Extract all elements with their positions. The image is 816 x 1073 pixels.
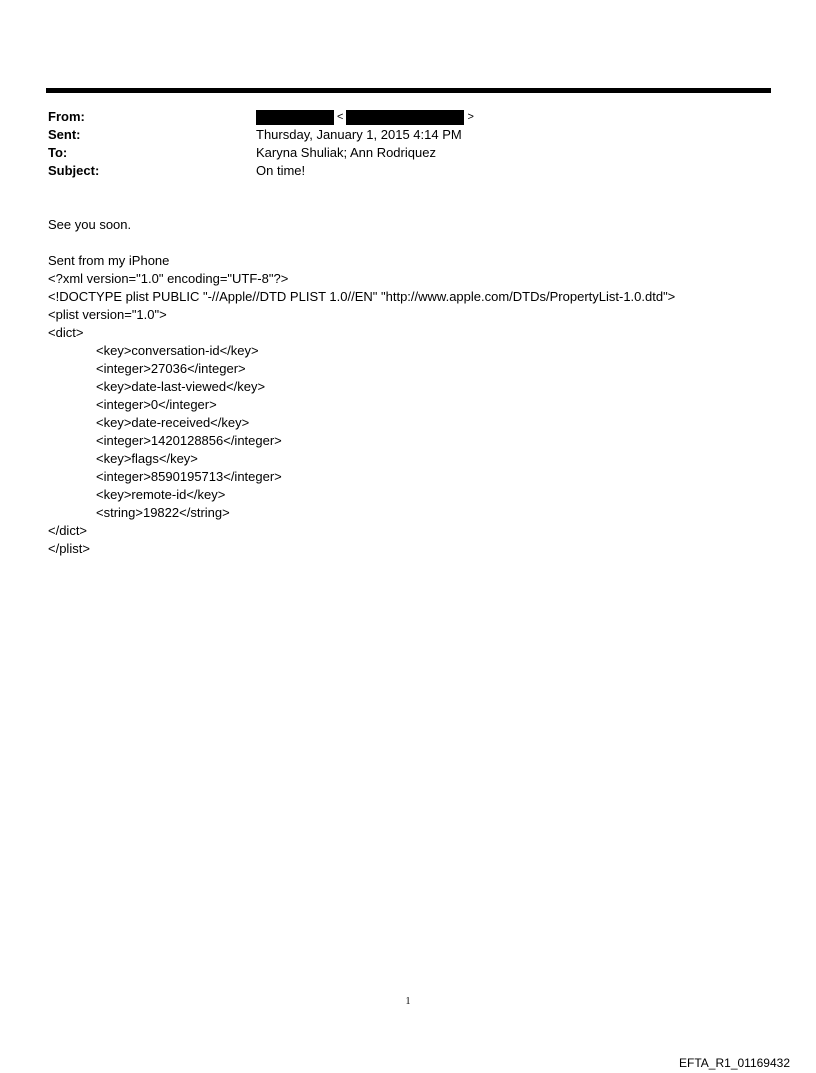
sent-row	[48, 126, 768, 144]
email-header	[48, 108, 768, 180]
to-row	[48, 144, 768, 162]
header-divider	[46, 88, 771, 93]
from-row	[48, 108, 768, 126]
xml-declaration-line: <?xml version="1.0" encoding="UTF-8"?>	[48, 271, 289, 286]
dict-entry-line: <integer>27036</integer>	[96, 361, 246, 376]
dict-entry-line: <key>remote-id</key>	[96, 487, 226, 502]
from-label: From:	[48, 109, 85, 124]
signature-line: Sent from my iPhone	[48, 253, 170, 268]
dict-entry-line: <key>flags</key>	[96, 451, 198, 466]
from-open-bracket: <	[337, 111, 344, 123]
plist-open-line: <plist version="1.0">	[48, 307, 167, 322]
subject-label: Subject:	[48, 163, 100, 178]
doctype-line: <!DOCTYPE plist PUBLIC "-//Apple//DTD PLIST 1.0//EN" "http://www.apple.com/DTDs/PropertyList-1.0.dtd">	[48, 289, 676, 304]
dict-entry-line: <key>date-last-viewed</key>	[96, 379, 266, 394]
page-number: 1	[405, 996, 411, 1007]
dict-entry-line: <string>19822</string>	[96, 505, 230, 520]
dict-entry-line: <integer>0</integer>	[96, 397, 217, 412]
to-value: Karyna Shuliak; Ann Rodriquez	[256, 145, 436, 160]
dict-entry-line: <key>conversation-id</key>	[96, 343, 259, 358]
bates-number: EFTA_R1_01169432	[679, 1056, 790, 1070]
plist-close-line: </plist>	[48, 541, 90, 556]
redacted-sender-name	[256, 110, 334, 125]
from-close-bracket: >	[467, 111, 474, 123]
redacted-sender-email	[346, 110, 464, 125]
dict-entry-line: <integer>1420128856</integer>	[96, 433, 282, 448]
dict-open-line: <dict>	[48, 325, 84, 340]
sent-value: Thursday, January 1, 2015 4:14 PM	[256, 127, 462, 142]
dict-entry-line: <key>date-received</key>	[96, 415, 250, 430]
from-value	[256, 108, 768, 126]
dict-entry-line: <integer>8590195713</integer>	[96, 469, 282, 484]
subject-value: On time!	[256, 163, 306, 178]
to-label: To:	[48, 145, 68, 160]
sent-label: Sent:	[48, 127, 81, 142]
subject-row	[48, 162, 768, 180]
email-body	[48, 216, 778, 558]
dict-close-line: </dict>	[48, 523, 88, 538]
paragraph-gap	[48, 234, 778, 252]
greeting-line: See you soon.	[48, 217, 132, 232]
